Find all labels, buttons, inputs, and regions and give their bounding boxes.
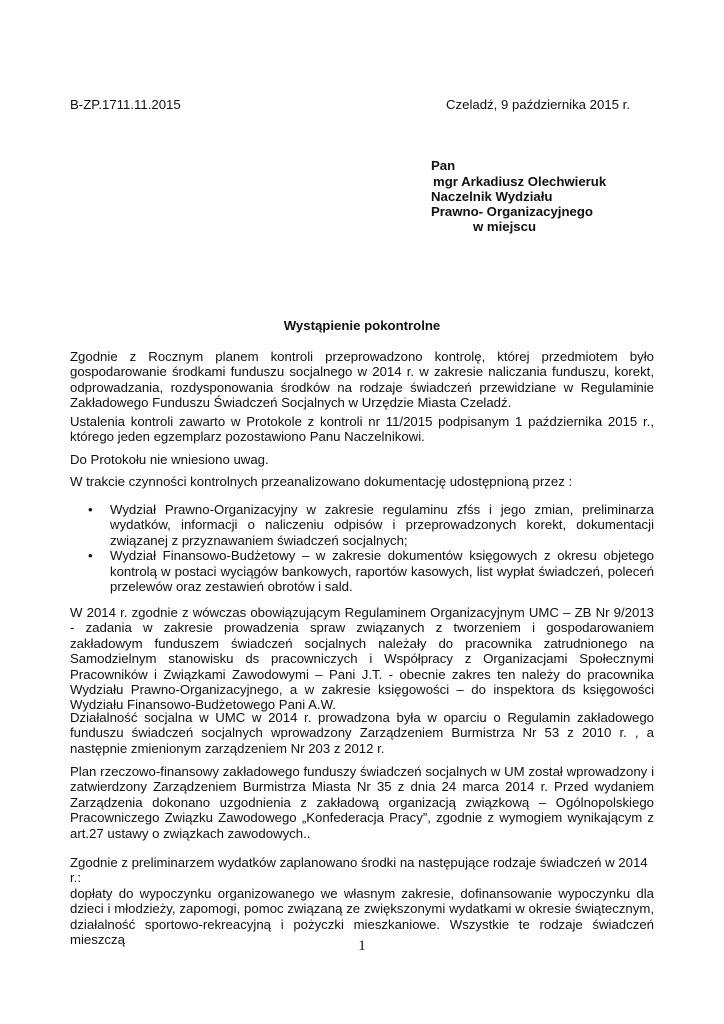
paragraph-1: Zgodnie z Rocznym planem kontroli przeprowadzono kontrolę, której przedmiotem było gospodarowanie środkami funduszu socjalnego w 2014 r. w zakresie naliczania funduszu, korekt, odprowadzania, rozdysponowania środków na rodzaje świadczeń przewidziane w Regulaminie Zakładowego Funduszu Świadczeń Socjalnych w Urzędzie Miasta Czeladź.: [70, 349, 654, 411]
addressee-salutation: Pan: [431, 158, 456, 173]
paragraph-5: W 2014 r. zgodnie z wówczas obowiązującym Regulaminem Organizacyjnym UMC – ZB Nr 9/2013 - zadania w zakresie prowadzenia spraw związanych z tworzeniem i gospodarowaniem zakładowym funduszem świadczeń socjalnych należały do pracownika zatrudnionego na Samodzielnym stanowisku ds pracowniczych i Współpracy z Organizacjami Społecznymi Pracowników i Związkami Zawodowymi – Pani J.T. - obecnie zakres ten należy do pracownika Wydziału Prawno-Organizacyjnego, a w zakresie księgowości – do inspektora ds księgowości Wydziału Finansowo-Budżetowego Pani A.W.: [70, 605, 654, 713]
paragraph-preliminary: [70, 855, 654, 947]
list-item-text: Wydział Finansowo-Budżetowy – w zakresie dokumentów księgowych z okresu objetego kontrolą w postaci wyciągów bankowych, raportów kasowych, list wypłat świadczeń, poleceń przelewów oraz zestawień obrotów i sald.: [110, 548, 654, 595]
list-item: [70, 502, 654, 548]
page-number: 1: [358, 938, 366, 954]
paragraph-4: W trakcie czynności kontrolnych przeanalizowano dokumentację udostępnioną przez :: [70, 474, 573, 489]
paragraph-intro: [70, 349, 654, 411]
paragraph-plan: [70, 764, 654, 841]
paragraph-2: Ustalenia kontroli zawarto w Protokole z kontroli nr 11/2015 podpisanym 1 października 2015 r., którego jeden egzemplarz pozostawiono Panu Naczelnikowi.: [70, 414, 654, 445]
bullet-icon: •: [88, 548, 93, 564]
document-title: Wystąpienie pokontrolne: [283, 318, 441, 333]
paragraph-8-rest: dopłaty do wypoczynku organizowanego we własnym zakresie, dofinansowanie wypoczynku dla dzieci i młodzieży, zapomogi, pomoc związaną ze zwiększonymi wydatkami w okresie świątecznym, działalność sportowo-rekreacyjną i pożyczki mieszkaniowe. Wszystkie te rodzaje świadczeń mieszczą: [70, 885, 654, 948]
addressee-location: w miejscu: [473, 219, 537, 234]
reference-number: B-ZP.1711.11.2015: [70, 97, 181, 112]
addressee-department: Prawno- Organizacyjnego: [431, 204, 593, 219]
paragraph-8-intro: Zgodnie z preliminarzem wydatków zaplanowano środki na następujące rodzaje świadczeń w 2014 r.:: [70, 855, 648, 886]
bullet-icon: •: [88, 502, 93, 517]
addressee-position: Naczelnik Wydziału: [431, 189, 553, 204]
paragraph-3: Do Protokołu nie wniesiono uwag.: [70, 452, 269, 467]
place-and-date: Czeladź, 9 października 2015 r.: [446, 97, 630, 112]
paragraph-regulations: [70, 710, 654, 756]
paragraph-documents: [70, 474, 654, 489]
paragraph-6: Działalność socjalna w UMC w 2014 r. prowadzona była w oparciu o Regulamin zakładowego funduszu świadczeń socjalnych wprowadzony Zarządzeniem Burmistrza Nr 53 z 2010 r. , a następnie zmienionym zarządzeniem Nr 203 z 2012 r.: [70, 710, 654, 756]
paragraph-no-remarks: [70, 452, 654, 467]
paragraph-protocol: [70, 414, 654, 445]
documents-list: [70, 502, 654, 594]
paragraph-7: Plan rzeczowo-finansowy zakładowego funduszy świadczeń socjalnych w UM został wprowadzony i zatwierdzony Zarządzeniem Burmistrza Miasta Nr 35 z dnia 24 marca 2014 r. Przed wydaniem Zarządzenia dokonano uzgodnienia z zakładową organizacją związkową – Ogólnopolskiego Pracowniczego Związku Zawodowego „Konfederacja Pracy”, zgodnie z wymogiem wynikającym z art.27 ustawy o związkach zawodowych..: [70, 764, 654, 841]
addressee-name: mgr Arkadiusz Olechwieruk: [433, 174, 607, 189]
paragraph-organization: [70, 605, 654, 713]
list-item: [70, 548, 654, 594]
list-item-text: Wydział Prawno-Organizacyjny w zakresie regulaminu zfśs i jego zmian, preliminarza wydatków, informacji o naliczeniu odpisów i przeprowadzonych korekt, dokumentacji związanej z przyznawaniem świadczeń socjalnych;: [110, 502, 654, 548]
